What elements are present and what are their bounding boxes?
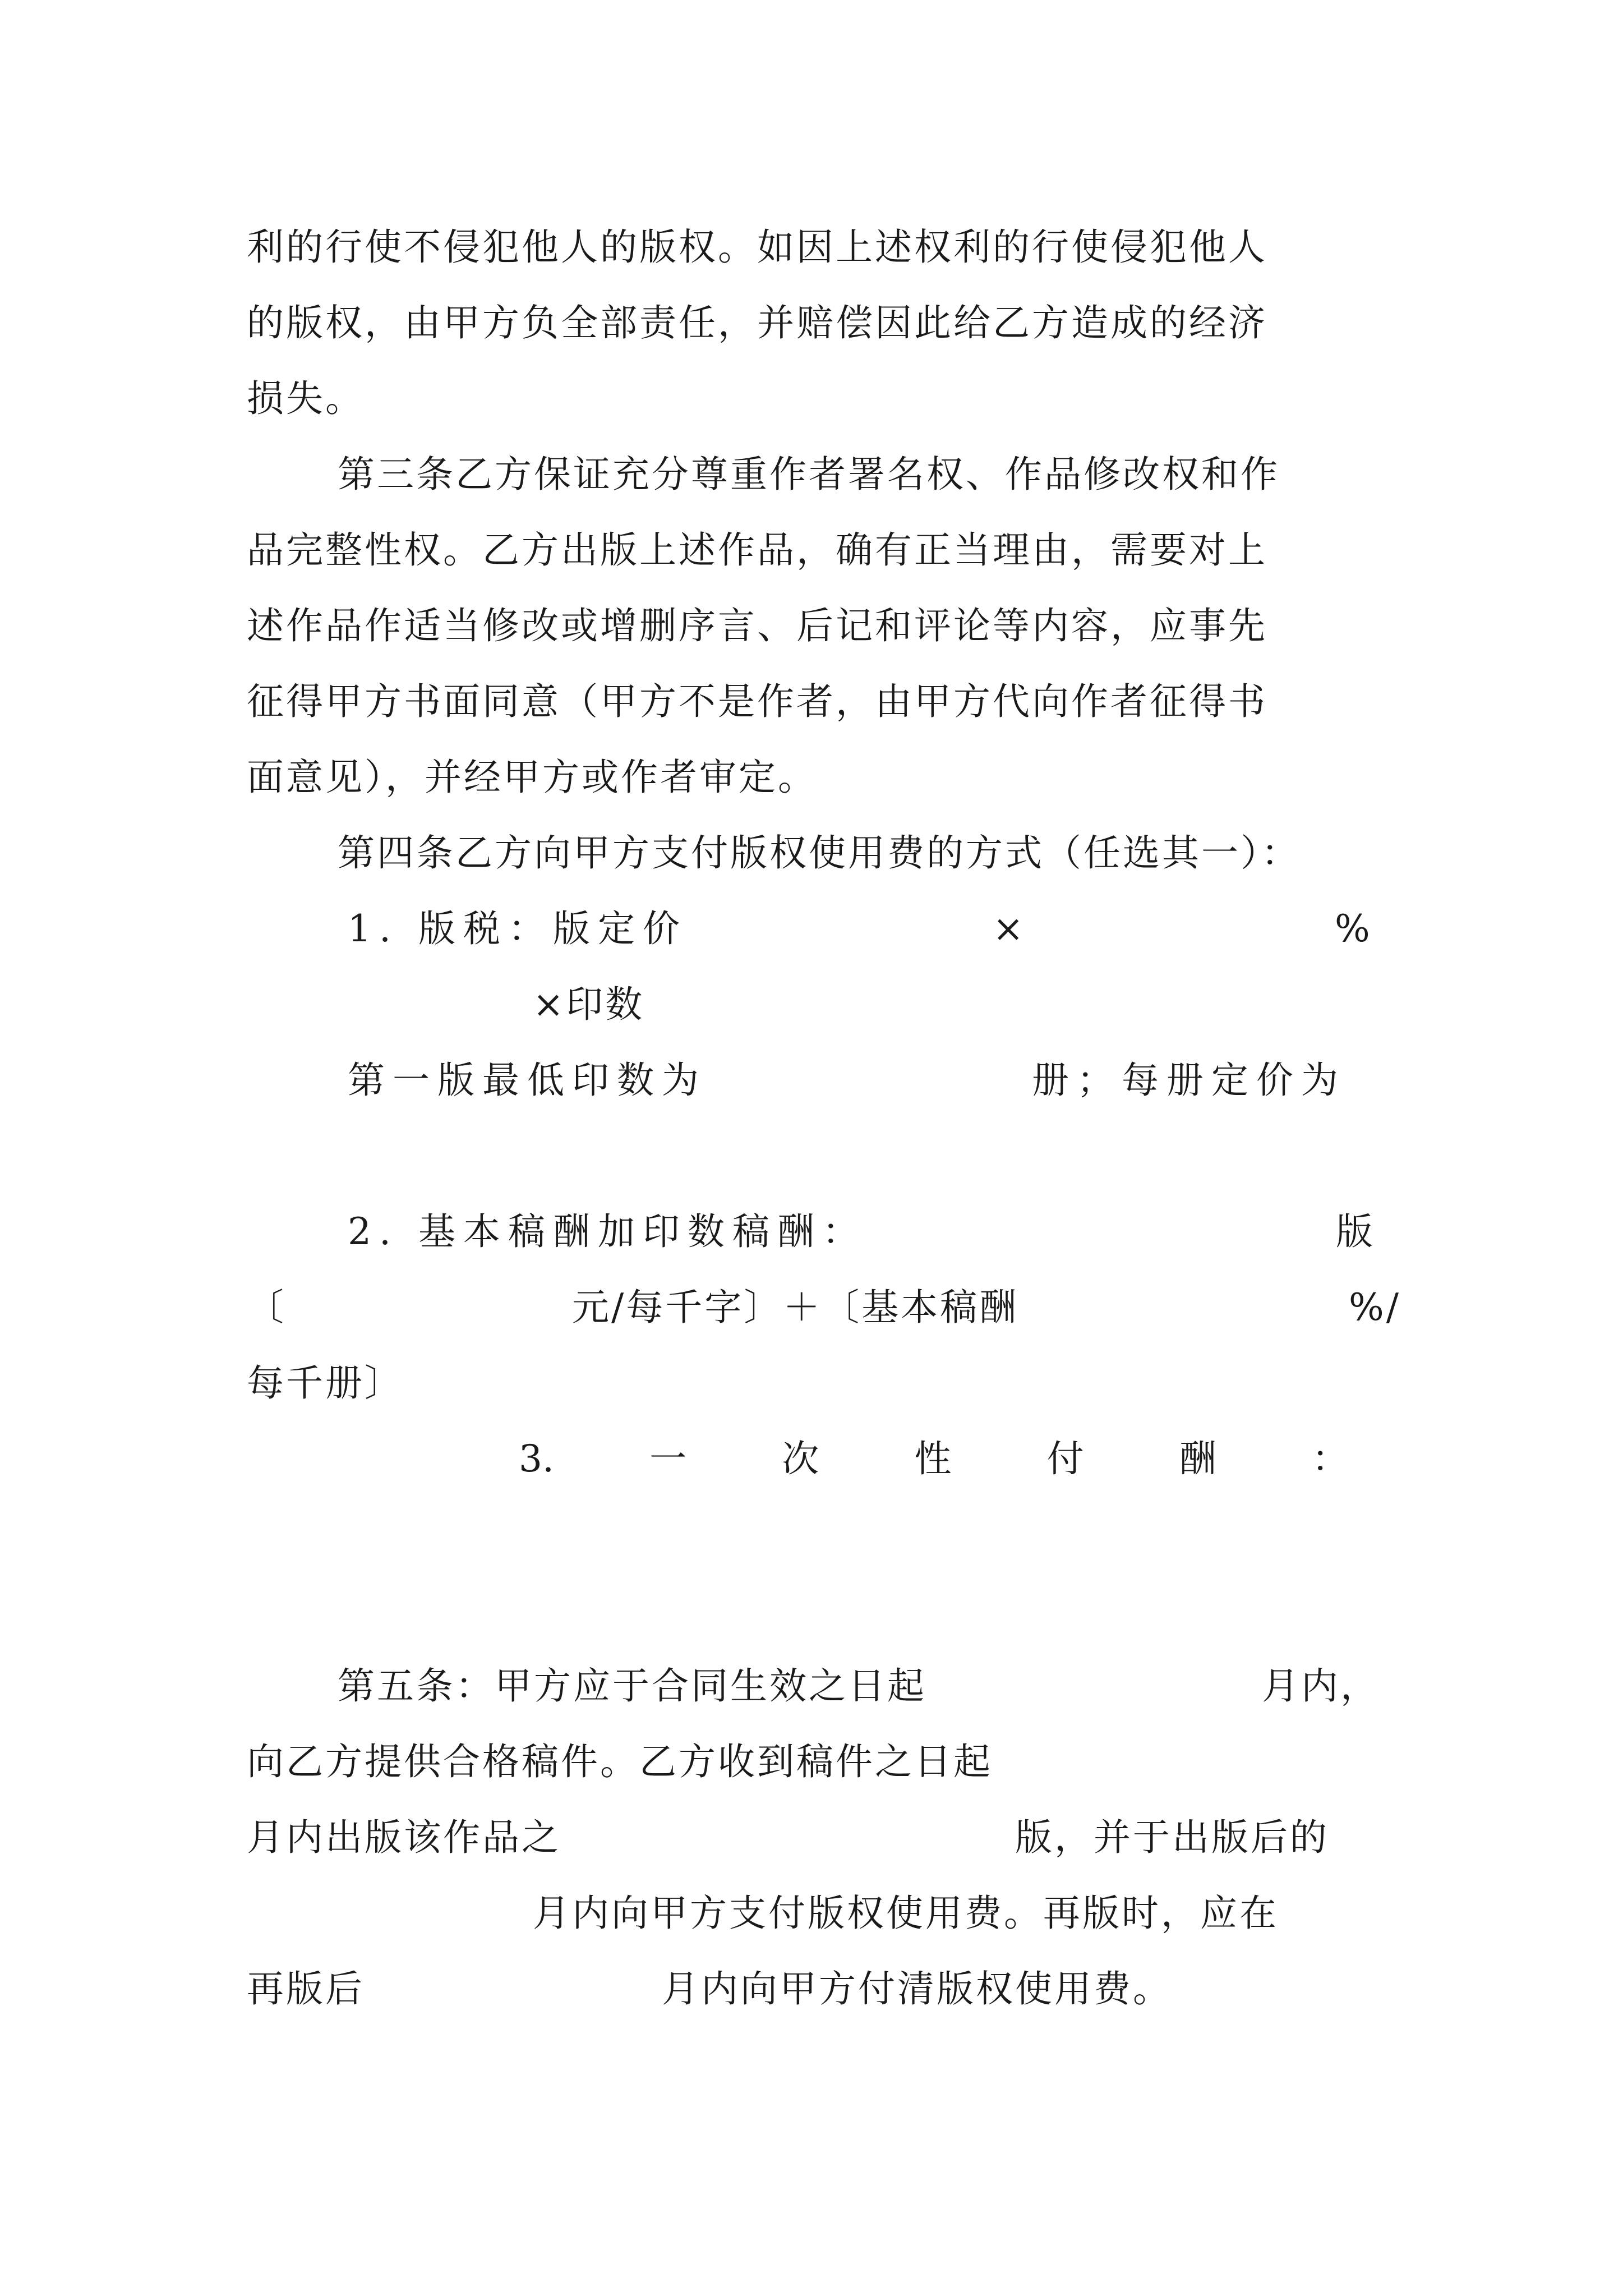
basic-fee-per-thousand-copies: 每千册〕 bbox=[247, 1361, 404, 1405]
article5-line-5b: 月内向甲方付清版权使用费。 bbox=[662, 1967, 1172, 2010]
lump-sum-char: 付 bbox=[1046, 1437, 1084, 1480]
basic-fee-label: 2. 基本稿酬加印数稿酬： bbox=[348, 1210, 867, 1253]
article5-line-1a: 第五条：甲方应于合同生效之日起 bbox=[338, 1664, 926, 1708]
article3-line-1: 第三条乙方保证充分尊重作者署名权、作品修改权和作 bbox=[338, 453, 1280, 496]
first-edition-label: 第一版最低印数为 bbox=[348, 1059, 707, 1102]
lump-sum-char: 酬 bbox=[1179, 1437, 1216, 1480]
article3-line-2: 品完整性权。乙方出版上述作品，确有正当理由，需要对上 bbox=[247, 528, 1267, 572]
lump-sum-char: 3. bbox=[519, 1437, 554, 1480]
basic-fee-percent-slash: %/ bbox=[1349, 1286, 1401, 1329]
lump-sum-char: 次 bbox=[782, 1437, 819, 1480]
text-line-2: 的版权，由甲方负全部责任，并赔偿因此给乙方造成的经济 bbox=[247, 301, 1267, 344]
royalty-times-print: ×印数 bbox=[533, 983, 645, 1026]
royalty-label: 1. 版税：版定价 bbox=[348, 907, 688, 950]
text-line-3: 损失。 bbox=[247, 377, 365, 420]
lump-sum-char: 性 bbox=[914, 1437, 952, 1480]
lump-sum-char: 一 bbox=[649, 1437, 687, 1480]
basic-fee-bracket: 〔 bbox=[247, 1286, 286, 1329]
lump-sum-char: ： bbox=[1311, 1437, 1349, 1480]
article5-line-4: 月内向甲方支付版权使用费。再版时，应在 bbox=[533, 1892, 1279, 1935]
article5-line-5a: 再版后 bbox=[247, 1967, 365, 2010]
basic-fee-ban: 版 bbox=[1336, 1210, 1375, 1253]
article5-line-1b: 月内， bbox=[1262, 1664, 1380, 1708]
article5-line-3a: 月内出版该作品之 bbox=[247, 1816, 561, 1859]
article3-line-3: 述作品作适当修改或增删序言、后记和评论等内容，应事先 bbox=[247, 604, 1267, 647]
article3-line-5: 面意见），并经甲方或作者审定。 bbox=[247, 756, 817, 799]
article5-line-3b: 版，并于出版后的 bbox=[1015, 1816, 1329, 1859]
royalty-percent: % bbox=[1335, 907, 1372, 950]
first-edition-suffix: 册；每册定价为 bbox=[1032, 1059, 1346, 1102]
basic-fee-per-thousand-words: 元/每千字〕＋〔基本稿酬 bbox=[572, 1286, 1019, 1329]
royalty-times: × bbox=[993, 907, 1026, 950]
article5-line-2: 向乙方提供合格稿件。乙方收到稿件之日起 bbox=[247, 1740, 993, 1783]
article3-line-4: 征得甲方书面同意（甲方不是作者，由甲方代向作者征得书 bbox=[247, 680, 1267, 723]
lump-sum-line bbox=[519, 1437, 1349, 1480]
text-line-1: 利的行使不侵犯他人的版权。如因上述权利的行使侵犯他人 bbox=[247, 226, 1267, 269]
article4-heading: 第四条乙方向甲方支付版权使用费的方式（任选其一）： bbox=[338, 831, 1301, 875]
